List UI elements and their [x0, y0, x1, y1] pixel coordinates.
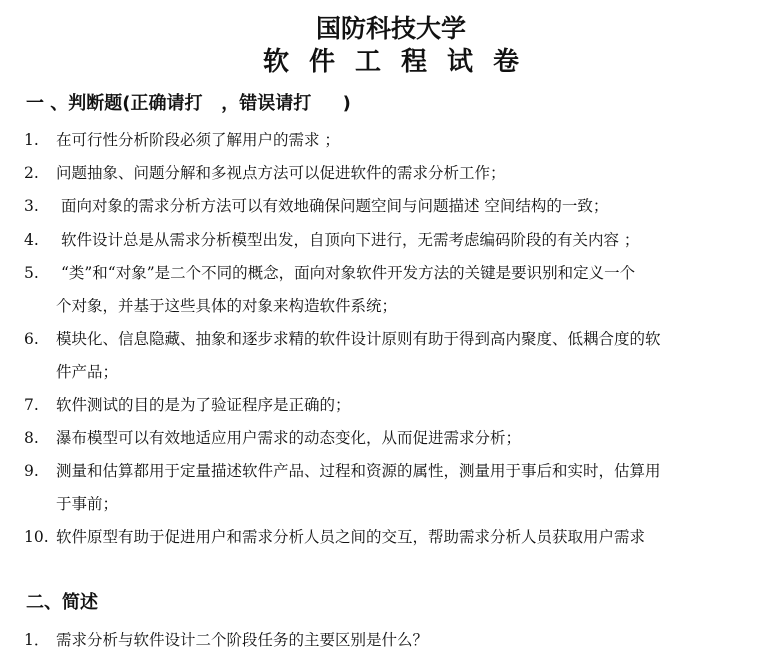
question-text: 软件原型有助于促进用户和需求分析人员之间的交互，帮助需求分析人员获取用户需求 [56, 528, 646, 546]
section-heading-true-false: 一 、判断题(正确请打 ，错误请打 ) [26, 93, 351, 114]
question-number: 6. [24, 330, 39, 348]
question-text: 需求分析与软件设计二个阶段任务的主要区别是什么？ [56, 631, 429, 649]
question-text: 瀑布模型可以有效地适应用户需求的动态变化，从而促进需求分析； [56, 429, 522, 447]
question-number: 1． [24, 631, 50, 649]
question-text-line-2: 件产品； [56, 363, 119, 381]
question-text-line-1: 测量和估算都用于定量描述软件产品、过程和资源的属性，测量用于事后和实时，估算用 [56, 462, 661, 480]
question-number: 9. [24, 462, 39, 480]
question-number: 4. [24, 231, 39, 249]
question-text: 软件测试的目的是为了验证程序是正确的； [56, 396, 351, 414]
question-number: 7. [24, 396, 39, 414]
question-text: 在可行性分析阶段必须了解用户的需求 ； [56, 131, 340, 149]
question-text-line-1: 模块化、信息隐藏、抽象和逐步求精的软件设计原则有助于得到高内聚度、低耦合度的软 [56, 330, 661, 348]
university-title: 国防科技大学 [315, 14, 466, 43]
question-number: 10. [24, 528, 49, 546]
question-text-line-1: “类”和“对象”是二个不同的概念，面向对象软件开发方法的关键是要识别和定义一个 [56, 264, 636, 282]
question-number: 5. [24, 264, 39, 282]
question-number: 3. [24, 197, 39, 215]
question-number: 2. [24, 164, 39, 182]
question-number: 8. [24, 429, 39, 447]
question-number: 1. [24, 131, 39, 149]
question-text-line-2: 个对象，并基于这些具体的对象来构造软件系统； [56, 297, 398, 315]
question-text: 问题抽象、问题分解和多视点方法可以促进软件的需求分析工作； [56, 164, 506, 182]
course-title: 软件工程试卷 [262, 47, 539, 77]
question-text: 软件设计总是从需求分析模型出发，自顶向下进行，无需考虑编码阶段的有关内容 ； [56, 231, 640, 249]
question-text: 面向对象的需求分析方法可以有效地确保问题空间与问题描述 空间结构的一致； [56, 197, 609, 215]
section-heading-short-answer: 二、简述 [26, 592, 98, 613]
question-text-line-2: 于事前； [56, 495, 119, 513]
